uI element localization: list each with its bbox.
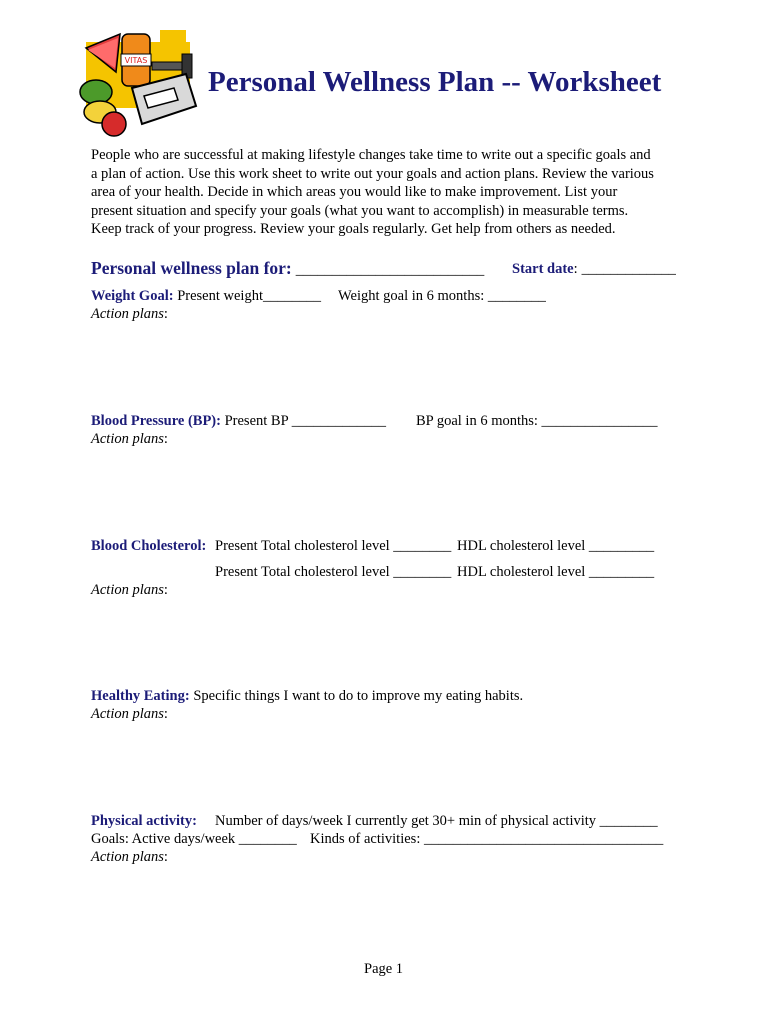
weight-action-colon: : xyxy=(163,306,168,322)
intro-line: present situation and specify your goals (what you want to accomplish) in measurable terms. xyxy=(91,202,629,219)
bp-heading: Blood Pressure (BP): xyxy=(91,413,221,429)
bp-action-colon: : xyxy=(163,431,168,447)
intro-line: People who are successful at making lifestyle changes take time to write out a specific goals and xyxy=(91,147,651,163)
start-date-label: Start date xyxy=(512,261,574,277)
start-date-row xyxy=(512,260,676,278)
activity-goals[interactable]: Goals: Active days/week ________ xyxy=(91,831,297,847)
plan-for-row xyxy=(91,258,484,279)
activity-action-colon: : xyxy=(163,849,168,865)
weight-heading: Weight Goal: xyxy=(91,288,174,304)
bp-row xyxy=(91,413,386,430)
eating-action-plans xyxy=(91,706,168,723)
page-number: Page 1 xyxy=(364,961,404,977)
eating-action-colon: : xyxy=(163,706,168,722)
bp-present[interactable]: Present BP _____________ xyxy=(224,413,386,429)
chol-hdl-2[interactable]: HDL cholesterol level _________ xyxy=(457,564,655,580)
weight-row xyxy=(91,288,321,305)
plan-for-label: Personal wellness plan for: xyxy=(91,258,292,278)
eating-row xyxy=(91,688,523,705)
eating-desc: Specific things I want to do to improve my eating habits. xyxy=(193,688,524,704)
weight-action-plans xyxy=(91,306,168,323)
start-date-blank[interactable]: _____________ xyxy=(581,261,676,277)
bp-action-label: Action plans xyxy=(91,431,164,447)
weight-action-label: Action plans xyxy=(91,306,164,322)
start-date-colon: : xyxy=(573,261,578,277)
eating-action-label: Action plans xyxy=(91,706,164,722)
intro-line: a plan of action. Use this work sheet to write out your goals and action plans. Review the various xyxy=(91,165,654,182)
page-title: Personal Wellness Plan -- Worksheet xyxy=(208,66,662,98)
chol-heading: Blood Cholesterol: xyxy=(91,538,207,554)
clipart-label: VITAS xyxy=(124,56,148,65)
activity-action-label: Action plans xyxy=(91,849,164,865)
bp-goal[interactable]: BP goal in 6 months: ________________ xyxy=(416,413,658,429)
wellness-clipart-icon xyxy=(74,28,202,140)
chol-total-1[interactable]: Present Total cholesterol level ________ xyxy=(215,538,452,554)
chol-action-plans xyxy=(91,582,168,599)
bp-action-plans xyxy=(91,431,168,448)
activity-kinds[interactable]: Kinds of activities: _________________________________ xyxy=(310,831,664,847)
plan-for-blank[interactable]: __________________________ xyxy=(295,262,485,278)
chol-action-label: Action plans xyxy=(91,582,164,598)
intro-paragraph xyxy=(91,146,654,239)
eating-heading: Healthy Eating: xyxy=(91,688,190,704)
intro-line: Keep track of your progress. Review your goals regularly. Get help from others as needed. xyxy=(91,221,616,237)
activity-action-plans xyxy=(91,849,168,866)
chol-action-colon: : xyxy=(163,582,168,598)
weight-goal[interactable]: Weight goal in 6 months: ________ xyxy=(338,288,546,304)
activity-heading: Physical activity: xyxy=(91,813,197,829)
weight-present[interactable]: Present weight________ xyxy=(177,288,321,304)
activity-desc[interactable]: Number of days/week I currently get 30+ min of physical activity ________ xyxy=(215,813,658,829)
intro-line: area of your health. Decide in which areas you would like to make improvement. List your xyxy=(91,184,618,200)
chol-hdl-1[interactable]: HDL cholesterol level _________ xyxy=(457,538,655,554)
chol-total-2[interactable]: Present Total cholesterol level ________ xyxy=(215,564,452,580)
